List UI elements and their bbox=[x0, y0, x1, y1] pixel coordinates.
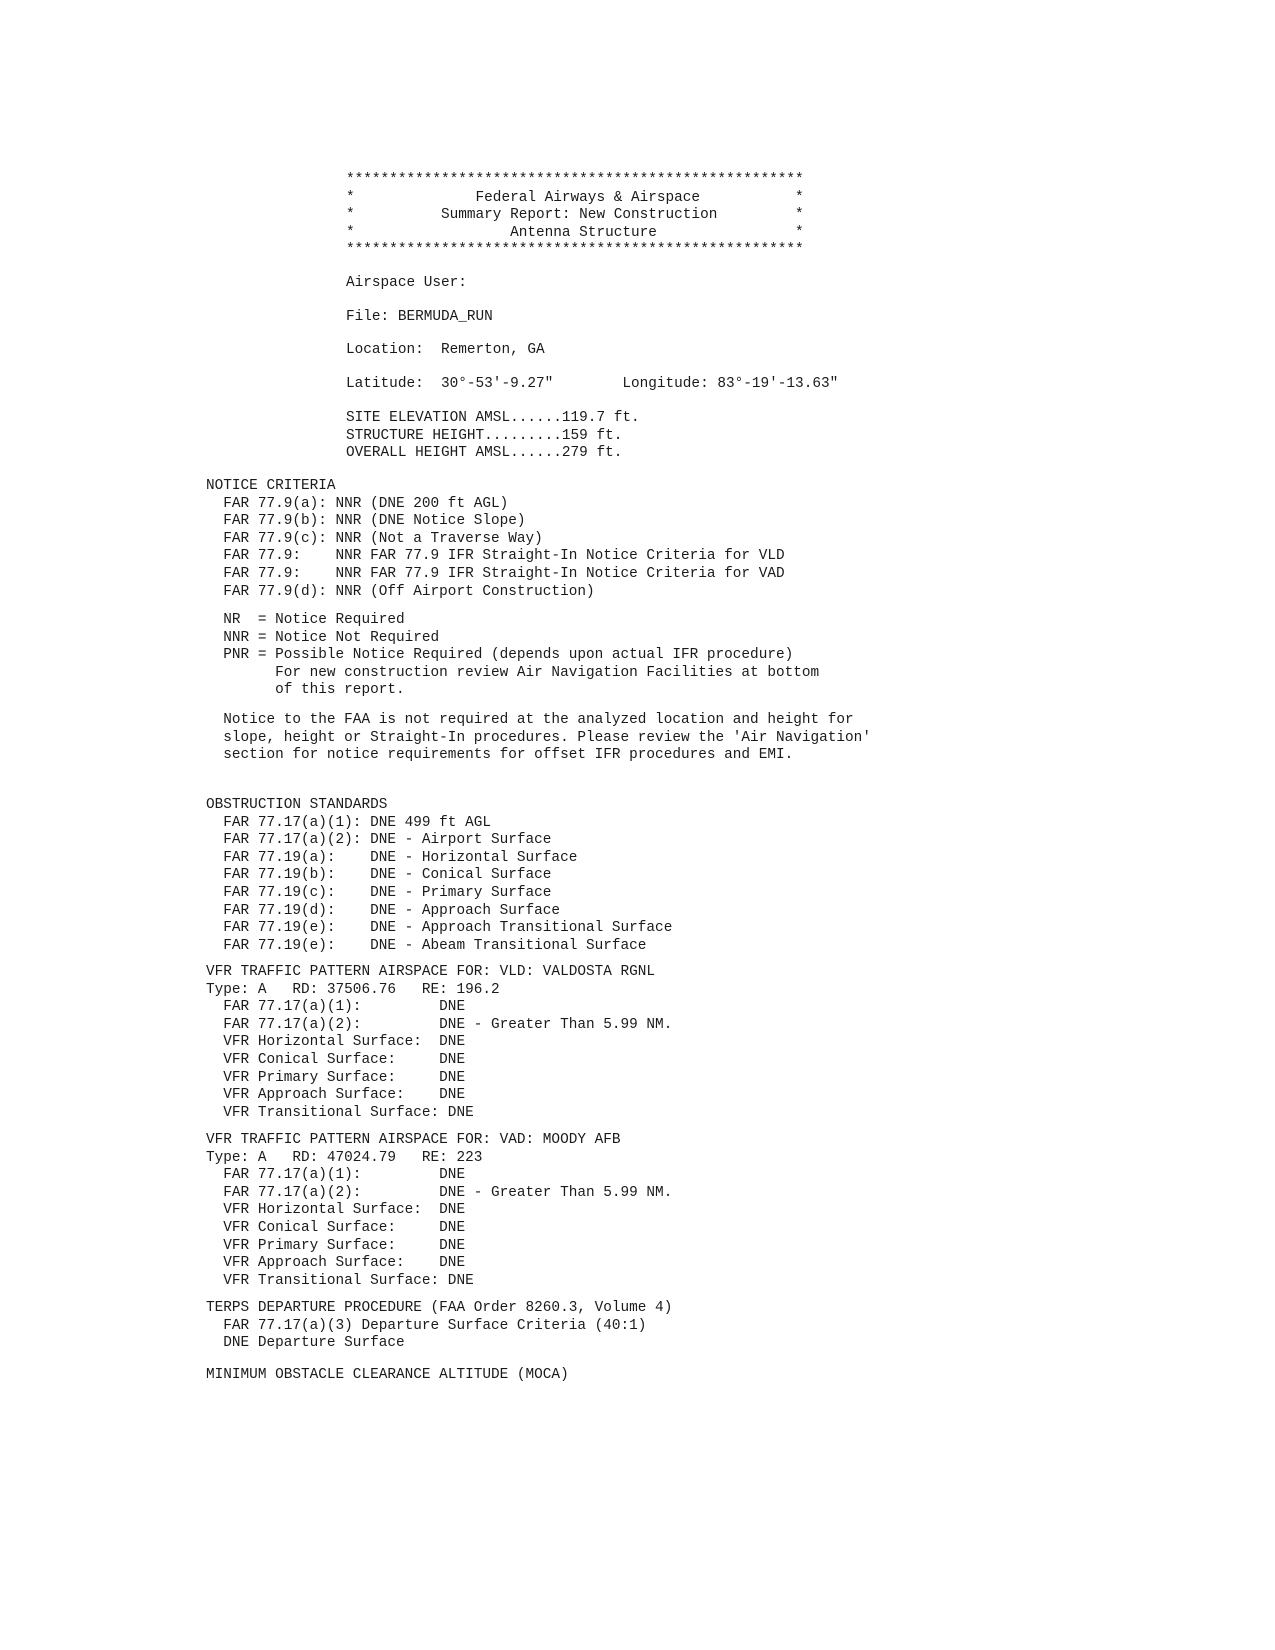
vfr-pattern-vld-section: VFR TRAFFIC PATTERN AIRSPACE FOR: VLD: VALDOSTA RGNL Type: A RD: 37506.76 RE: 196.2 FAR 77.17(a)(1): DNE FAR 77.17(a)(2): DNE - Greater Than 5.99 NM. VFR Horizontal Surface: DNE VFR Conical Surface: DNE VFR Primary Surface: DNE VFR Approach Surface: DNE VFR Transitional Surface: DNE bbox=[206, 964, 673, 1121]
notice-paragraph: Notice to the FAA is not required at the analyzed location and height for slope, height or Straight-In procedures. Please review the 'Air Navigation' section for notice requirements for offset IFR procedures and EMI. bbox=[223, 712, 871, 764]
moca-heading: MINIMUM OBSTACLE CLEARANCE ALTITUDE (MOCA) bbox=[206, 1367, 569, 1383]
coordinates: Latitude: 30°-53'-9.27" Longitude: 83°-19'-13.63" bbox=[346, 376, 839, 392]
file-name: File: BERMUDA_RUN bbox=[346, 309, 493, 325]
notice-criteria-section: NOTICE CRITERIA FAR 77.9(a): NNR (DNE 200 ft AGL) FAR 77.9(b): NNR (DNE Notice Slope) FAR 77.9(c): NNR (Not a Traverse Way) FAR 77.9: NNR FAR 77.9 IFR Straight-In Notice Criteria for VLD FAR 77.9: NNR FAR 77.9 IFR Straight-In Notice Criteria for VAD FAR 77.9(d): NNR (Off Airport Construction) bbox=[206, 478, 785, 600]
height-summary: SITE ELEVATION AMSL......119.7 ft. STRUCTURE HEIGHT.........159 ft. OVERALL HEIGHT AMSL......279 ft. bbox=[346, 410, 640, 462]
notice-legend: NR = Notice Required NNR = Notice Not Required PNR = Possible Notice Required (depends upon actual IFR procedure) For new construction review Air Navigation Facilities at bottom of this report. bbox=[223, 612, 820, 699]
airspace-user-label: Airspace User: bbox=[346, 275, 467, 291]
location: Location: Remerton, GA bbox=[346, 342, 545, 358]
terps-departure-section: TERPS DEPARTURE PROCEDURE (FAA Order 8260.3, Volume 4) FAR 77.17(a)(3) Departure Surface Criteria (40:1) DNE Departure Surface bbox=[206, 1300, 673, 1352]
obstruction-standards-section: OBSTRUCTION STANDARDS FAR 77.17(a)(1): DNE 499 ft AGL FAR 77.17(a)(2): DNE - Airport Surface FAR 77.19(a): DNE - Horizontal Surface FAR 77.19(b): DNE - Conical Surface FAR 77.19(c): DNE - Primary Surface FAR 77.19(d): DNE - Approach Surface FAR 77.19(e): DNE - Approach Transitional Surface FAR 77.19(e): DNE - Abeam Transitional Surface bbox=[206, 797, 673, 954]
vfr-pattern-vad-section: VFR TRAFFIC PATTERN AIRSPACE FOR: VAD: MOODY AFB Type: A RD: 47024.79 RE: 223 FAR 77.17(a)(1): DNE FAR 77.17(a)(2): DNE - Greater Than 5.99 NM. VFR Horizontal Surface: DNE VFR Conical Surface: DNE VFR Primary Surface: DNE VFR Approach Surface: DNE VFR Transitional Surface: DNE bbox=[206, 1132, 673, 1289]
report-title-banner: ***************************************************** * Federal Airways & Airspace * * Summary Report: New Construction * * Antenna Structure * ***************************************************** bbox=[346, 172, 804, 259]
